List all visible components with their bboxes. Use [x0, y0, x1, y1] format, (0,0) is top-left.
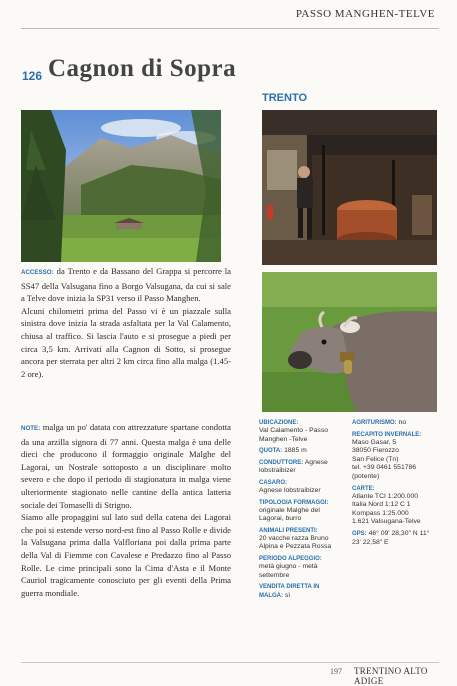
recapito-line: 38050 Fierozzo	[352, 447, 399, 455]
periodo-block: PERIODO ALPEGGIO: metà giugno - metà settembre	[259, 555, 322, 579]
recapito-line: (potente)	[352, 472, 380, 480]
animali-block: ANIMALI PRESENTI: 20 vacche razza Bruno Alpina e Pezzata Rossa	[259, 527, 332, 551]
periodo-value: metà giugno - metà settembre	[259, 562, 318, 579]
agriturismo-block: AGRITURISMO: no	[352, 419, 407, 426]
recapito-line: tel. +39 0461 551786	[352, 464, 417, 472]
recapito-line: San Felice (Tn)	[352, 455, 399, 463]
casaro-block: CASARO: Agnese lobstraibizer	[259, 479, 321, 494]
carte-line: 1.621 Valsugana-Telve	[352, 518, 421, 526]
carte-line: Kompass 1:25.000	[352, 509, 409, 517]
carte-block: CARTE: Atlante TCI 1:200.000 Italia Nord 1:12 C 1 Kompass 1:25.000 1.621 Valsugana-Telve	[352, 485, 440, 527]
access-text-2: Alcuni chilometri prima del Passo vi è un piazzale sulla sinistra dove inizia la strada asfaltata per la Val Calamento, chiusa al traffico. Si lascia l'auto e si prosegue a piedi per circa 3,5 km. Arrivati alla Cagnon di Sotto, si prosegue ancora per sterrata per altri 2 km circa fino alla malga (1.45-2 ore).	[21, 305, 231, 379]
notes-section	[21, 421, 231, 599]
casaro-value: Agnese lobstraibizer	[259, 486, 321, 494]
carte-line: Atlante TCI 1:200.000	[352, 492, 419, 500]
footer-rule	[21, 662, 439, 663]
recapito-line: Maso Gasar, 5	[352, 438, 397, 446]
gps-block: GPS: 46° 09' 28,30" N 11° 23' 22,58" E	[352, 529, 430, 546]
region-label: TRENTO	[262, 92, 308, 104]
cow-photo	[262, 272, 437, 412]
conduttore-block: CONDUTTORE: Agnese lobstraibizer	[259, 458, 328, 475]
access-label: ACCESSO:	[21, 269, 54, 276]
page-number: 197	[330, 667, 342, 676]
gps-value: 46° 09' 28,30" N 11° 23' 22,58" E	[352, 529, 430, 546]
notes-text-2: Siamo alle propaggini sul lato sud della catena dei Lagorai che poi si estende verso nord-est fino al Passo Rolle e divide la Valsugana prima dalla Valfloriana poi dalla prima parte della Val di Fiemme con Cavalese e Predazzo fino al Passo Rolle. Le cime principali sono la Cima d'Asta e il Monte Cauriol tragicamente conosciuto per gli eventi della Prima guerra mondiale.	[21, 512, 231, 598]
ubicazione-value: Val Calamento - Passo Manghen -Telve	[259, 427, 329, 443]
recapito-block: RECAPITO INVERNALE: Maso Gasar, 5 38050 Fierozzo San Felice (Tn) tel. +39 0461 551786 (potente)	[352, 431, 440, 482]
notes-text-1: malga un po' datata con attrezzature spartane condotta da una arzilla signora di 77 anni. Questa malga è una delle dieci che producono il formaggio originale Malghe del Lagorai, un Nostrale sottoposto a un disciplinare molto severo e che dopo il periodo di stagionatura in malga viene ulteriormente stagionato nelle cantine della antica latteria sociale dei Tomaselli di Strigno.	[21, 422, 231, 510]
footer-region: TRENTINO ALTO ADIGE	[354, 666, 428, 686]
running-header: PASSO MANGHEN-TELVE	[295, 8, 435, 20]
cheese-making-photo	[262, 110, 437, 265]
tipologia-value: originale Malghe del Lagorai, burro	[259, 506, 320, 523]
vendita-value: sì	[284, 591, 291, 599]
agriturismo-value: no	[398, 419, 407, 426]
quota-block: QUOTA: 1885 m	[259, 447, 307, 455]
conduttore-value: Agnese lobstraibizer	[259, 458, 328, 475]
access-text-1: da Trento e da Bassano del Grappa si percorre la SS47 della Valsugana fino a Borgo Valsugana, da cui si sale a Telve dove inizia la SP31 verso il Passo Manghen.	[21, 266, 231, 304]
page-title: Cagnon di Sopra	[48, 55, 237, 82]
vendita-block: VENDITA DIRETTA IN MALGA: sì	[259, 584, 320, 599]
ubicazione-block: UBICAZIONE: Val Calamento - Passo Manghen -Telve	[259, 420, 329, 443]
header-rule	[21, 28, 439, 29]
notes-label: NOTE:	[21, 425, 41, 432]
quota-value: 1885 m	[284, 447, 307, 455]
info-column-right	[352, 419, 440, 550]
info-column-left	[259, 419, 344, 603]
animali-value: 20 vacche razza Bruno Alpina e Pezzata Rossa	[259, 534, 332, 551]
entry-number: 126	[22, 69, 43, 83]
carte-line: Italia Nord 1:12 C 1	[352, 501, 411, 509]
access-section	[21, 265, 231, 380]
tipologia-block: TIPOLOGIA FORMAGGI: originale Malghe del Lagorai, burro	[259, 499, 329, 523]
mountain-landscape-photo	[21, 110, 221, 262]
